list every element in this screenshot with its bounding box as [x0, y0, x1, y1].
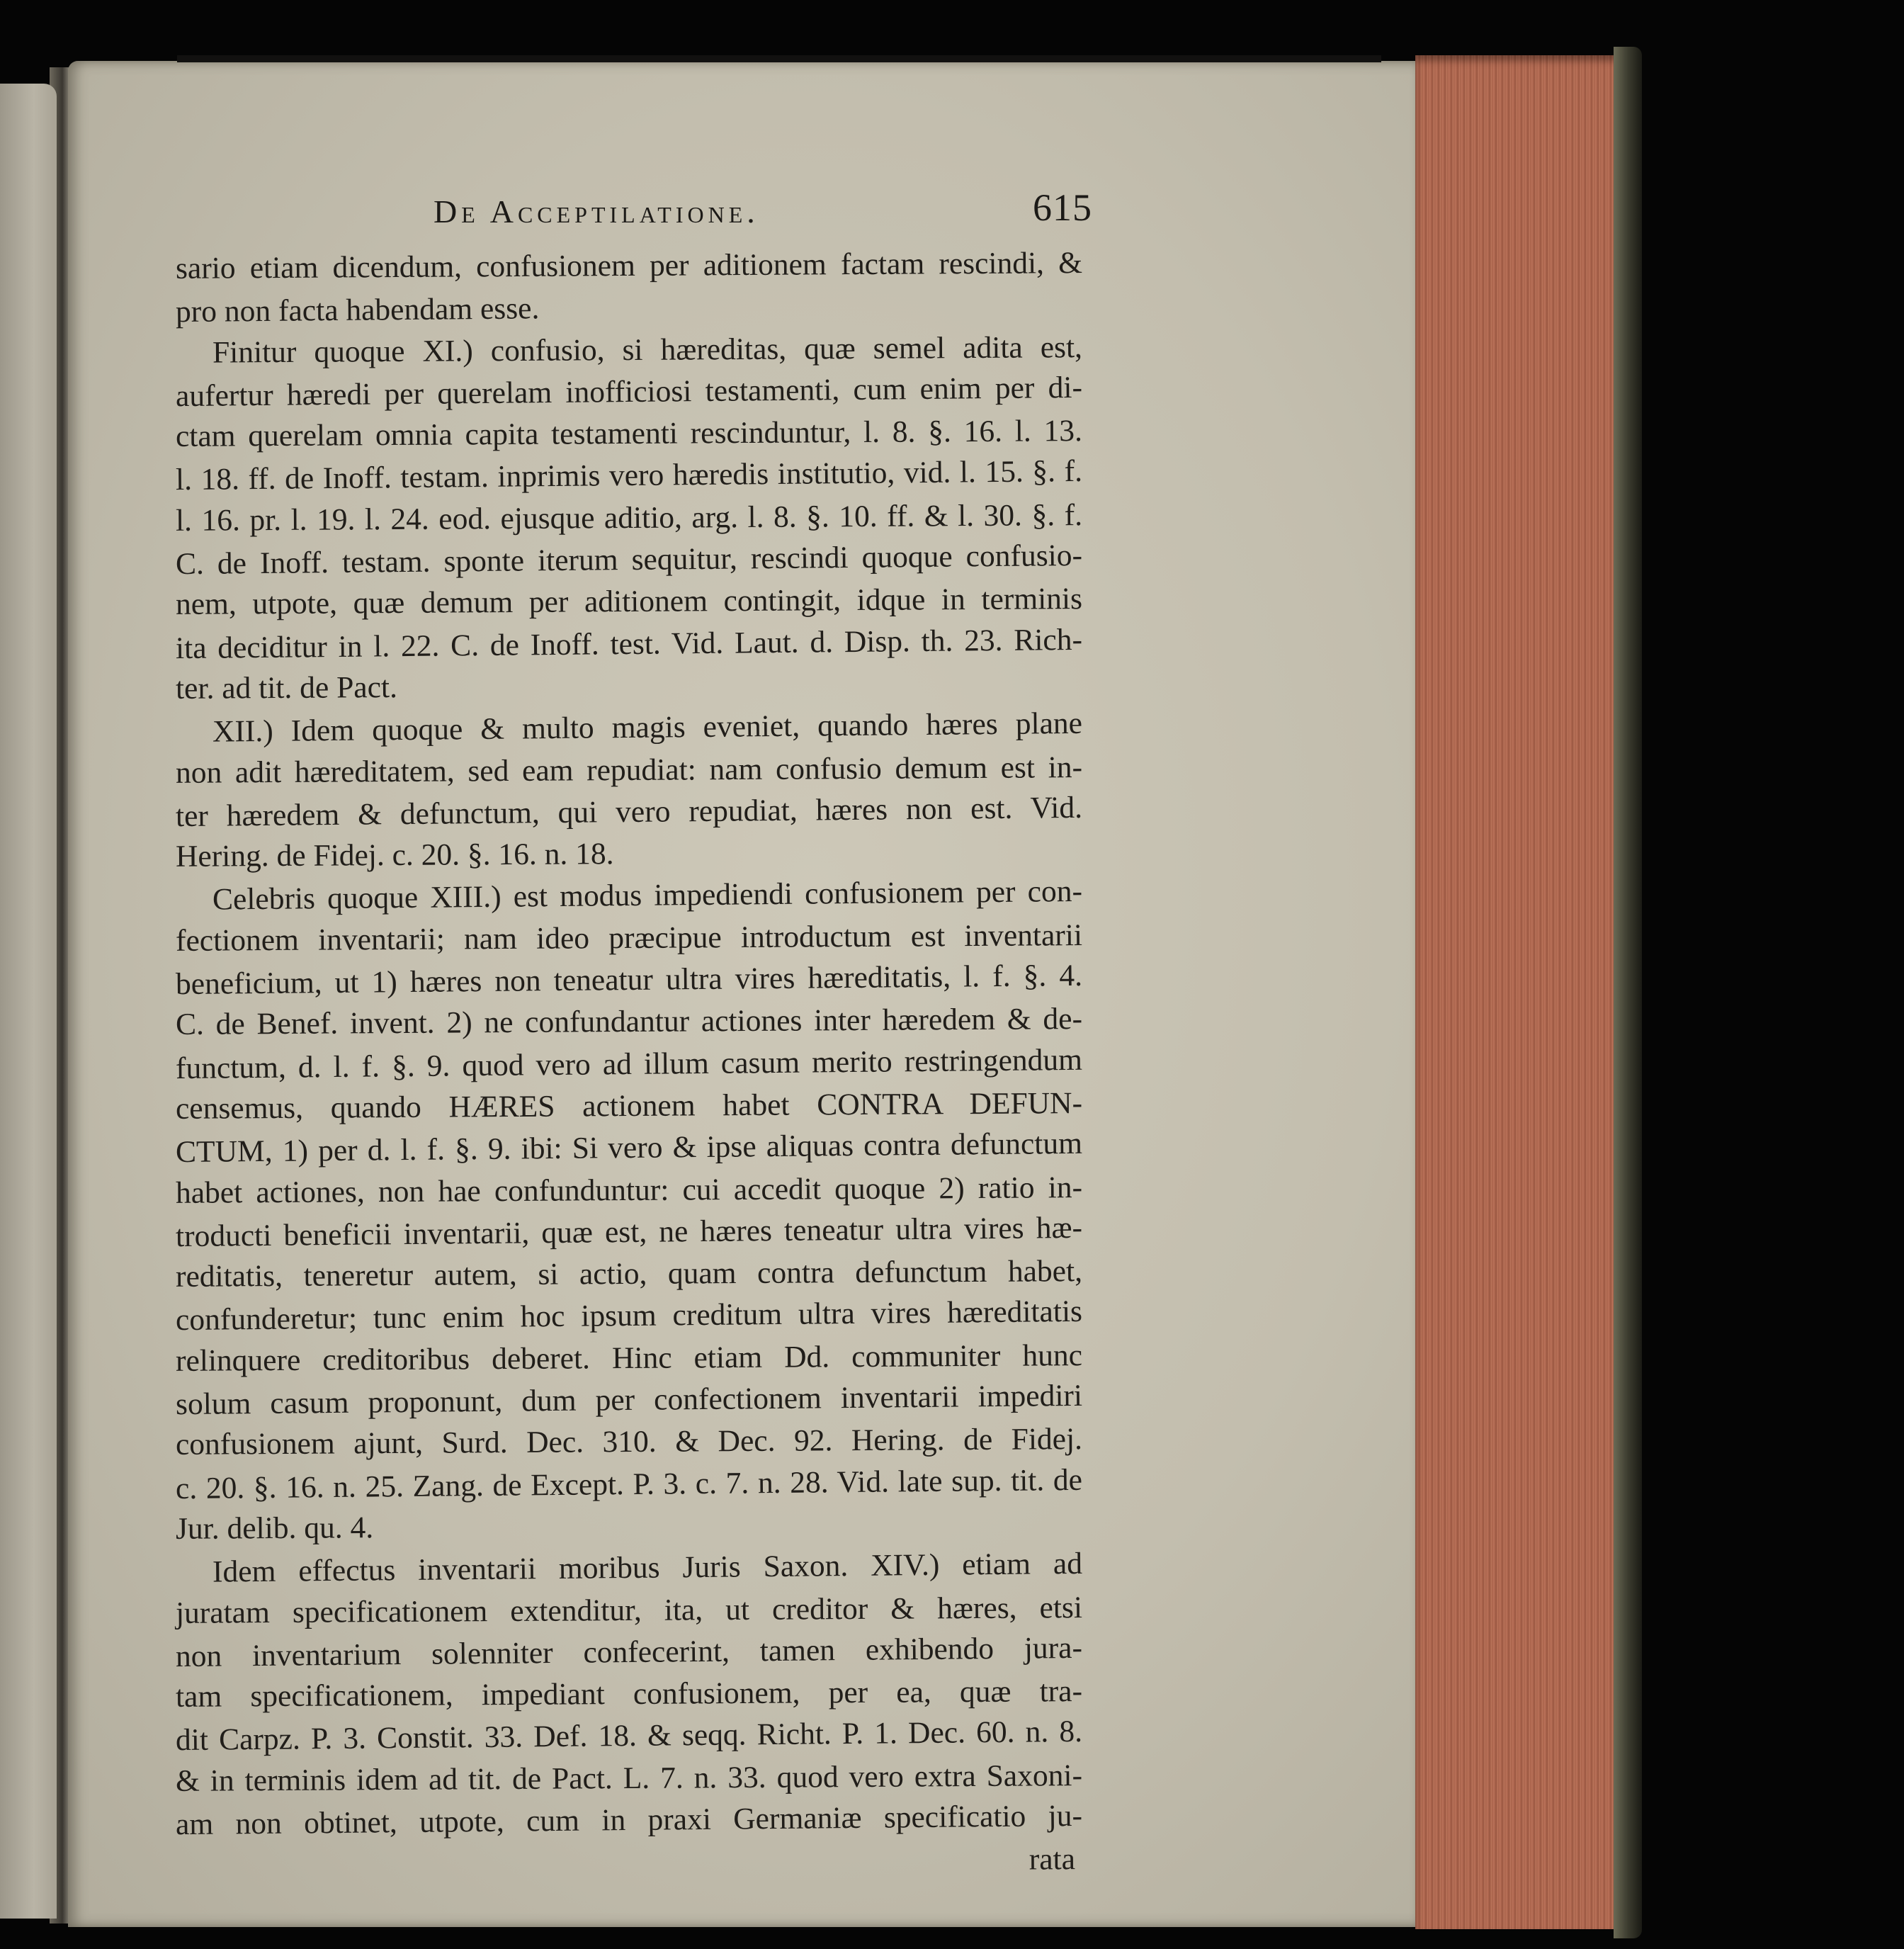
text-line: reditatis, teneretur autem, si actio, quam contra defunctum habet,	[175, 1254, 1083, 1294]
text-line: c. 20. §. 16. n. 25. Zang. de Except. P. 3. c. 7. n. 28. Vid. late sup. tit. de	[175, 1462, 1083, 1505]
text-line: non inventarium solenniter confecerint, tamen exhibendo jura-	[175, 1630, 1083, 1673]
text-line: fectionem inventarii; nam ideo præcipue introductum est inventarii	[175, 917, 1083, 958]
text-line: Finitur quoque XI.) confusio, si hæreditas, quæ semel adita est,	[212, 329, 1083, 370]
text-line: ctam querelam omnia capita testamenti rescinduntur, l. 8. §. 16. l. 13.	[175, 414, 1083, 454]
text-line: XII.) Idem quoque & multo magis eveniet, quando hæres plane	[212, 706, 1083, 749]
text-line: Jur. delib. qu. 4.	[175, 1510, 374, 1546]
text-line: troducti beneficii inventarii, quæ est, ne hæres teneatur ultra vires hæ-	[175, 1210, 1083, 1253]
text-line: nem, utpote, quæ demum per aditionem contingit, idque in terminis	[175, 582, 1083, 622]
text-line: ter. ad tit. de Pact.	[175, 670, 398, 706]
text-line: solum casum proponunt, dum per confectionem inventarii impediri	[175, 1378, 1083, 1422]
text-line: sario etiam dicendum, confusionem per aditionem factam rescindi, &	[175, 246, 1083, 286]
text-line: relinquere creditoribus deberet. Hinc etiam Dd. communiter hunc	[175, 1338, 1083, 1378]
book-cover-edge	[1614, 47, 1642, 1938]
text-line: confusionem ajunt, Surd. Dec. 310. & Dec. 92. Hering. de Fidej.	[175, 1422, 1083, 1462]
text-line: non adit hæreditatem, sed eam repudiat: nam confusio demum est in-	[175, 750, 1083, 790]
page-number: 615	[1033, 186, 1092, 229]
text-line: aufertur hæredi per querelam inofficiosi testamenti, cum enim per di-	[175, 370, 1083, 414]
catchword: rata	[1028, 1842, 1076, 1877]
text-line: censemus, quando HÆRES actionem habet CONTRA DEFUN-	[175, 1086, 1083, 1126]
text-line: pro non facta habendam esse.	[175, 291, 540, 329]
text-line: beneficium, ut 1) hæres non teneatur ultra vires hæreditatis, l. f. §. 4.	[175, 958, 1083, 1002]
text-line: & in terminis idem ad tit. de Pact. L. 7. n. 33. quod vero extra Saxoni-	[175, 1758, 1083, 1798]
text-line: tam specificationem, impediant confusionem, per ea, quæ tra-	[175, 1674, 1083, 1714]
running-title: De Acceptilatione.	[434, 193, 759, 230]
text-line: ter hæredem & defunctum, qui vero repudiat, hæres non est. Vid.	[175, 790, 1083, 834]
text-line: ita deciditur in l. 22. C. de Inoff. test. Vid. Laut. d. Disp. th. 23. Rich-	[175, 622, 1083, 665]
text-line: am non obtinet, utpote, cum in praxi Germaniæ specificatio ju-	[175, 1798, 1083, 1842]
text-line: juratam specificationem extenditur, ita, ut creditor & hæres, etsi	[175, 1590, 1083, 1630]
text-line: habet actiones, non hae confunduntur: cui accedit quoque 2) ratio in-	[175, 1170, 1083, 1210]
previous-page-edge	[0, 84, 57, 1919]
text-line: l. 16. pr. l. 19. l. 24. eod. ejusque aditio, arg. l. 8. §. 10. ff. & l. 30. §. f.	[175, 497, 1083, 538]
text-line: Celebris quoque XIII.) est modus impediendi confusionem per con-	[212, 874, 1083, 917]
page-body-text	[176, 245, 1082, 1884]
text-line: Hering. de Fidej. c. 20. §. 16. n. 18.	[175, 837, 614, 874]
text-line: functum, d. l. f. §. 9. quod vero ad illum casum merito restringendum	[175, 1042, 1083, 1085]
text-line: l. 18. ff. de Inoff. testam. inprimis vero hæredis institutio, vid. l. 15. §. f.	[175, 454, 1083, 497]
text-line: CTUM, 1) per d. l. f. §. 9. ibi: Si vero & ipse aliquas contra defunctum	[175, 1126, 1083, 1170]
page-edges-block	[1415, 55, 1621, 1929]
running-header	[434, 186, 1092, 235]
text-line: Idem effectus inventarii moribus Juris Saxon. XIV.) etiam ad	[212, 1547, 1083, 1589]
text-line: C. de Inoff. testam. sponte iterum sequitur, rescindi quoque confusio-	[175, 538, 1083, 582]
text-line: dit Carpz. P. 3. Constit. 33. Def. 18. & seqq. Richt. P. 1. Dec. 60. n. 8.	[175, 1714, 1083, 1758]
text-line: confunderetur; tunc enim hoc ipsum creditum ultra vires hæreditatis	[175, 1294, 1083, 1338]
text-line: C. de Benef. invent. 2) ne confundantur actiones inter hæredem & de-	[175, 1002, 1083, 1042]
top-shadow-band	[177, 55, 1381, 62]
